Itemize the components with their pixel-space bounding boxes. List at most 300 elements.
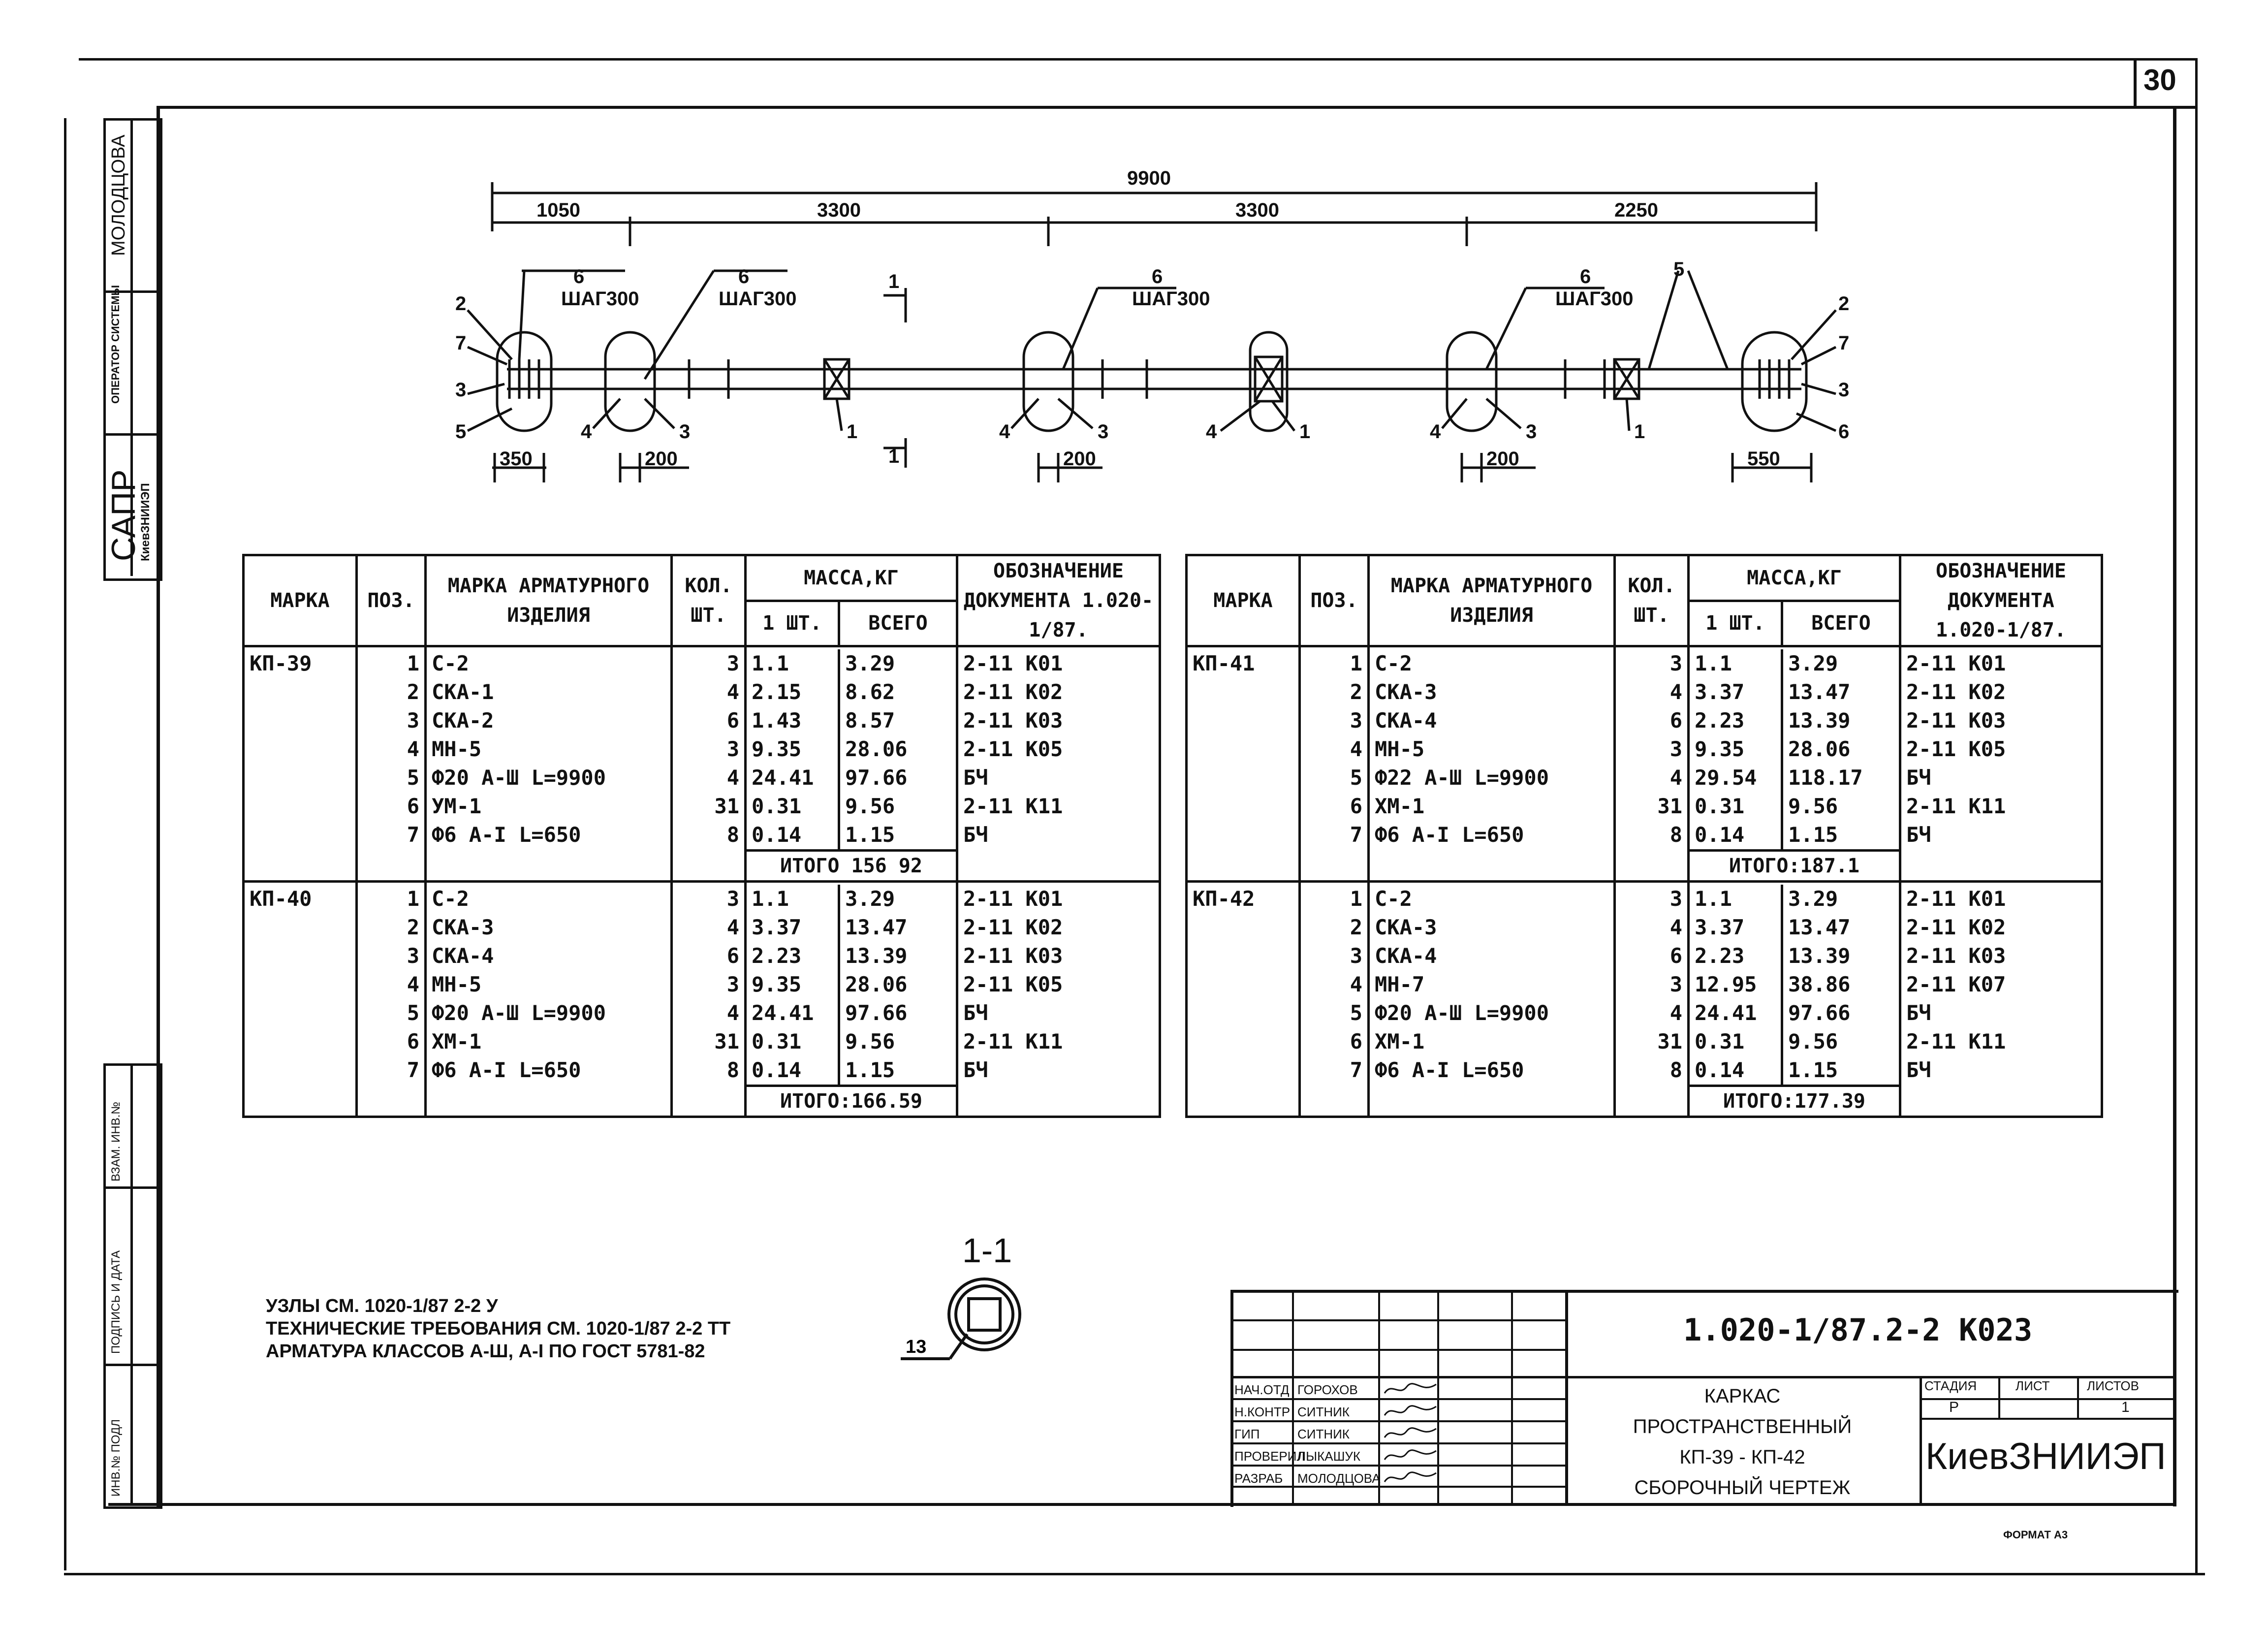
h-marka: МАРКА bbox=[1187, 555, 1300, 646]
cell-kol: 6 bbox=[1670, 708, 1682, 733]
cell-one: 29.54 bbox=[1695, 766, 1757, 790]
col-item bbox=[426, 646, 672, 882]
node-left bbox=[497, 332, 551, 431]
cell-one: 2.23 bbox=[752, 944, 802, 968]
doc-code: 1.020-1/87.2-2 К023 bbox=[1683, 1312, 2033, 1348]
spec-group-row bbox=[244, 646, 1160, 882]
cell-total: 3.29 bbox=[845, 651, 895, 675]
cell-item: ХМ-1 bbox=[1375, 794, 1425, 818]
cell-kol: 4 bbox=[726, 680, 739, 704]
cell-doc: БЧ bbox=[963, 823, 988, 847]
dim-span-4: 2250 bbox=[1614, 199, 1658, 221]
doc-title bbox=[1570, 1381, 1915, 1503]
sheet-number: 30 bbox=[2143, 64, 2176, 96]
title-line-1: КАРКАС bbox=[1704, 1385, 1781, 1407]
section-label: 1-1 bbox=[962, 1231, 1012, 1270]
cell-item: МН-5 bbox=[1375, 737, 1425, 761]
cell-one: 0.31 bbox=[752, 794, 802, 818]
dim-span-2: 3300 bbox=[817, 199, 861, 221]
cell-kol: 3 bbox=[1670, 737, 1682, 761]
h-kol: КОЛ. ШТ. bbox=[672, 555, 746, 646]
signer-name: ГОРОХОВ bbox=[1297, 1382, 1358, 1397]
cell-item: МН-5 bbox=[432, 737, 482, 761]
h-massa: МАССА,КГ bbox=[1689, 555, 1900, 601]
col-one bbox=[1689, 882, 1900, 1117]
col-kol bbox=[672, 882, 746, 1117]
cell-kol: 3 bbox=[726, 972, 739, 996]
svg-text:4: 4 bbox=[1206, 421, 1217, 443]
svg-text:3: 3 bbox=[455, 379, 467, 401]
section-cut-top: 1 bbox=[888, 271, 900, 292]
cell-doc: 2-11 К03 bbox=[1906, 708, 2006, 733]
cell-total: 9.56 bbox=[845, 794, 895, 818]
marka-label: КП-42 bbox=[1193, 887, 1255, 911]
cell-kol: 4 bbox=[726, 915, 739, 939]
cell-total: 28.06 bbox=[1788, 737, 1851, 761]
cell-item: Ф20 А-Ш L=9900 bbox=[432, 1001, 606, 1025]
cell-kol: 3 bbox=[726, 737, 739, 761]
group-marka bbox=[244, 646, 357, 882]
cell-kol: 8 bbox=[726, 1058, 739, 1082]
cell-doc: 2-11 К02 bbox=[1906, 680, 2006, 704]
svg-text:5: 5 bbox=[1673, 258, 1685, 280]
side-molodtsova: МОЛОДЦОВА bbox=[108, 134, 129, 256]
step-4: ШАГ300 bbox=[1555, 288, 1634, 310]
cell-kol: 31 bbox=[714, 1029, 739, 1054]
cell-doc: 2-11 К05 bbox=[963, 972, 1063, 996]
cell-doc: БЧ bbox=[1906, 766, 1931, 790]
signer-role: Н.КОНТР bbox=[1234, 1405, 1291, 1419]
cell-kol: 8 bbox=[1670, 1058, 1682, 1082]
cell-item: С-2 bbox=[432, 651, 469, 675]
cell-doc: 2-11 К02 bbox=[963, 915, 1063, 939]
signer-name: МОЛОДЦОВА bbox=[1297, 1471, 1381, 1486]
svg-text:6: 6 bbox=[1152, 266, 1163, 287]
col-poz bbox=[357, 646, 426, 882]
spec-table-left bbox=[242, 554, 1161, 1118]
sheet-label: ЛИСТ bbox=[2016, 1378, 2050, 1393]
cell-kol: 31 bbox=[1657, 1029, 1682, 1054]
cell-doc: 2-11 К05 bbox=[1906, 737, 2006, 761]
outer-right-border bbox=[2195, 58, 2198, 1574]
cell-kol: 6 bbox=[1670, 944, 1682, 968]
spec-group-row bbox=[1187, 646, 2102, 882]
cell-total: 118.17 bbox=[1788, 766, 1863, 790]
notes bbox=[266, 1295, 730, 1363]
cell-kol: 4 bbox=[726, 766, 739, 790]
cell-item: С-2 bbox=[1375, 651, 1412, 675]
marka-label: КП-39 bbox=[250, 651, 312, 675]
cell-poz: 4 bbox=[407, 737, 419, 761]
col-one bbox=[746, 646, 957, 882]
side-vzam: ВЗАМ. ИНВ.№ bbox=[109, 1101, 123, 1182]
signer-role: ГИП bbox=[1234, 1427, 1260, 1441]
spec-table-right bbox=[1185, 554, 2103, 1118]
cell-item: СКА-4 bbox=[432, 944, 494, 968]
svg-text:7: 7 bbox=[1838, 332, 1850, 354]
cell-kol: 6 bbox=[726, 944, 739, 968]
dim-overall: 9900 bbox=[1127, 167, 1171, 189]
signature-mark bbox=[1382, 1446, 1441, 1466]
cell-one: 2.15 bbox=[752, 680, 802, 704]
cell-item: СКА-3 bbox=[1375, 915, 1437, 939]
cell-doc: 2-11 К01 bbox=[963, 887, 1063, 911]
section-callout: 13 bbox=[906, 1337, 927, 1357]
cell-kol: 8 bbox=[1670, 823, 1682, 847]
col-poz bbox=[1300, 882, 1369, 1117]
cell-item: СКА-2 bbox=[432, 708, 494, 733]
svg-text:7: 7 bbox=[455, 332, 467, 354]
cell-doc: 2-11 К01 bbox=[1906, 887, 2006, 911]
note-1: УЗЛЫ СМ. 1020-1/87 2-2 У bbox=[266, 1296, 498, 1316]
cell-one: 1.1 bbox=[1695, 651, 1732, 675]
cell-kol: 8 bbox=[726, 823, 739, 847]
cell-doc: БЧ bbox=[1906, 1058, 1931, 1082]
h-total: ВСЕГО bbox=[1782, 601, 1900, 646]
cell-poz: 2 bbox=[1350, 915, 1362, 939]
inner-top-border bbox=[158, 106, 2195, 109]
signature-mark bbox=[1382, 1379, 1441, 1399]
cell-kol: 3 bbox=[1670, 651, 1682, 675]
left-body bbox=[244, 646, 1160, 1117]
cell-total: 13.39 bbox=[1788, 708, 1851, 733]
side-inv-podl: ИНВ.№ ПОДЛ bbox=[109, 1419, 123, 1497]
node-right bbox=[1742, 332, 1806, 431]
cell-doc: 2-11 К03 bbox=[963, 944, 1063, 968]
cell-poz: 6 bbox=[1350, 1029, 1362, 1054]
cell-doc: 2-11 К11 bbox=[1906, 794, 2006, 818]
col-one bbox=[1689, 646, 1900, 882]
cell-doc: 2-11 К07 bbox=[1906, 972, 2006, 996]
cell-one: 24.41 bbox=[1695, 1001, 1757, 1025]
dim-span-1: 1050 bbox=[536, 199, 580, 221]
cell-total: 28.06 bbox=[845, 737, 908, 761]
org-name: КиевЗНИИЭП bbox=[1925, 1436, 2166, 1477]
cell-poz: 3 bbox=[1350, 944, 1362, 968]
itogo: ИТОГО:177.39 bbox=[1690, 1085, 1899, 1116]
title-line-2: ПРОСТРАНСТВЕННЫЙ bbox=[1633, 1416, 1852, 1437]
title-line-3: КП-39 - КП-42 bbox=[1679, 1446, 1805, 1468]
signer-role: ПРОВЕРИЛ bbox=[1234, 1449, 1305, 1464]
col-kol bbox=[1615, 882, 1689, 1117]
cell-item: Ф6 А-I L=650 bbox=[1375, 1058, 1524, 1082]
cell-doc: 2-11 К03 bbox=[963, 708, 1063, 733]
cell-total: 13.39 bbox=[1788, 944, 1851, 968]
cell-poz: 6 bbox=[407, 794, 419, 818]
cell-item: СКА-4 bbox=[1375, 708, 1437, 733]
svg-text:4: 4 bbox=[581, 421, 592, 443]
col-doc bbox=[1900, 646, 2102, 882]
bottom-dim-4: 200 bbox=[1486, 448, 1519, 470]
cell-poz: 3 bbox=[407, 708, 419, 733]
cell-kol: 4 bbox=[1670, 766, 1682, 790]
cell-one: 2.23 bbox=[1695, 944, 1745, 968]
svg-text:6: 6 bbox=[1580, 266, 1591, 287]
col-doc bbox=[957, 646, 1160, 882]
cell-total: 13.47 bbox=[845, 915, 908, 939]
cell-total: 1.15 bbox=[845, 823, 895, 847]
bottom-dim-3: 200 bbox=[1063, 448, 1096, 470]
group-marka bbox=[1187, 646, 1300, 882]
cell-item: Ф6 А-I L=650 bbox=[432, 823, 581, 847]
col-kol bbox=[672, 646, 746, 882]
col-item bbox=[1369, 646, 1615, 882]
cell-poz: 7 bbox=[407, 1058, 419, 1082]
cell-doc: БЧ bbox=[1906, 1001, 1931, 1025]
itogo: ИТОГО:187.1 bbox=[1690, 849, 1899, 880]
cell-poz: 5 bbox=[1350, 766, 1362, 790]
cell-total: 97.66 bbox=[845, 1001, 908, 1025]
cell-total: 38.86 bbox=[1788, 972, 1851, 996]
cell-kol: 4 bbox=[726, 1001, 739, 1025]
sheets-value: 1 bbox=[2121, 1399, 2130, 1415]
cell-one: 1.43 bbox=[752, 708, 802, 733]
cell-one: 24.41 bbox=[752, 766, 814, 790]
cell-poz: 4 bbox=[1350, 972, 1362, 996]
cell-one: 9.35 bbox=[752, 972, 802, 996]
svg-text:4: 4 bbox=[999, 421, 1010, 443]
cell-poz: 2 bbox=[1350, 680, 1362, 704]
spec-group-row bbox=[244, 882, 1160, 1117]
cell-doc: 2-11 К05 bbox=[963, 737, 1063, 761]
cell-doc: БЧ bbox=[1906, 823, 1931, 847]
cell-item: ХМ-1 bbox=[1375, 1029, 1425, 1054]
cell-total: 97.66 bbox=[845, 766, 908, 790]
svg-text:3: 3 bbox=[679, 421, 691, 443]
cell-poz: 6 bbox=[1350, 794, 1362, 818]
cell-doc: 2-11 К03 bbox=[1906, 944, 2006, 968]
svg-text:3: 3 bbox=[1838, 379, 1850, 401]
svg-text:6: 6 bbox=[573, 266, 585, 287]
cell-item: Ф6 А-I L=650 bbox=[1375, 823, 1524, 847]
cell-one: 0.31 bbox=[752, 1029, 802, 1054]
cell-kol: 4 bbox=[1670, 915, 1682, 939]
outer-bottom-border bbox=[64, 1573, 2205, 1575]
cell-doc: 2-11 К11 bbox=[963, 794, 1063, 818]
itogo: ИТОГО 156 92 bbox=[747, 849, 956, 880]
section-cut-bottom: 1 bbox=[888, 446, 900, 467]
h-kol: КОЛ. ШТ. bbox=[1615, 555, 1689, 646]
side-stamp-b-vdiv bbox=[130, 1063, 133, 1504]
assembly-drawing bbox=[413, 162, 1870, 497]
title-line-4: СБОРОЧНЫЙ ЧЕРТЕЖ bbox=[1634, 1477, 1851, 1499]
bottom-dim-1: 350 bbox=[500, 448, 533, 470]
cell-poz: 7 bbox=[1350, 823, 1362, 847]
col-item bbox=[1369, 882, 1615, 1117]
cell-one: 0.14 bbox=[1695, 823, 1745, 847]
node-1 bbox=[605, 332, 655, 431]
cell-total: 1.15 bbox=[1788, 823, 1838, 847]
h-one: 1 ШТ. bbox=[1689, 601, 1782, 646]
format-label: ФОРМАТ А3 bbox=[2003, 1529, 2068, 1541]
outer-left-border bbox=[64, 118, 66, 1570]
dim-span-3: 3300 bbox=[1235, 199, 1279, 221]
side-sapr: САПР bbox=[105, 469, 142, 561]
cell-one: 0.31 bbox=[1695, 1029, 1745, 1054]
signer-name: ЛЫКАШУК bbox=[1297, 1449, 1361, 1464]
cell-one: 3.37 bbox=[1695, 680, 1745, 704]
cell-kol: 3 bbox=[1670, 972, 1682, 996]
signature-mark bbox=[1382, 1424, 1441, 1443]
cell-one: 9.35 bbox=[752, 737, 802, 761]
marka-label: КП-41 bbox=[1193, 651, 1255, 675]
signer-name: СИТНИК bbox=[1297, 1427, 1350, 1441]
itogo: ИТОГО:166.59 bbox=[747, 1085, 956, 1116]
cell-kol: 4 bbox=[1670, 1001, 1682, 1025]
bottom-dim-5: 550 bbox=[1747, 448, 1780, 470]
cell-total: 28.06 bbox=[845, 972, 908, 996]
h-marka-izd: МАРКА АРМАТУРНОГО ИЗДЕЛИЯ bbox=[1369, 555, 1615, 646]
side-stamp-b-div2 bbox=[103, 1364, 160, 1366]
cell-poz: 5 bbox=[407, 766, 419, 790]
cell-poz: 3 bbox=[407, 944, 419, 968]
col-poz bbox=[357, 882, 426, 1117]
svg-text:2: 2 bbox=[455, 293, 467, 315]
spec-group-row bbox=[1187, 882, 2102, 1117]
cell-item: СКА-4 bbox=[1375, 944, 1437, 968]
group-marka bbox=[244, 882, 357, 1117]
cell-poz: 7 bbox=[407, 823, 419, 847]
cell-item: УМ-1 bbox=[432, 794, 482, 818]
svg-text:3: 3 bbox=[1526, 421, 1537, 443]
cell-one: 0.31 bbox=[1695, 794, 1745, 818]
col-kol bbox=[1615, 646, 1689, 882]
cell-total: 9.56 bbox=[1788, 794, 1838, 818]
side-kiev: КиевЗНИИЭП bbox=[139, 483, 152, 561]
svg-text:2: 2 bbox=[1838, 293, 1850, 315]
marka-label: КП-40 bbox=[250, 887, 312, 911]
h-poz: ПОЗ. bbox=[1300, 555, 1369, 646]
cell-poz: 6 bbox=[407, 1029, 419, 1054]
cell-kol: 6 bbox=[726, 708, 739, 733]
group-marka bbox=[1187, 882, 1300, 1117]
h-poz: ПОЗ. bbox=[357, 555, 426, 646]
signature-mark bbox=[1382, 1468, 1441, 1488]
bottom-dim-2: 200 bbox=[645, 448, 678, 470]
cell-doc: 2-11 К01 bbox=[963, 651, 1063, 675]
cell-poz: 1 bbox=[407, 651, 419, 675]
svg-text:1: 1 bbox=[1634, 421, 1645, 443]
cell-item: Ф22 А-Ш L=9900 bbox=[1375, 766, 1549, 790]
cell-doc: 2-11 К11 bbox=[1906, 1029, 2006, 1054]
cell-kol: 3 bbox=[726, 651, 739, 675]
right-body bbox=[1187, 646, 2102, 1117]
cell-total: 13.47 bbox=[1788, 915, 1851, 939]
cell-kol: 31 bbox=[1657, 794, 1682, 818]
cell-kol: 3 bbox=[726, 887, 739, 911]
cell-total: 3.29 bbox=[1788, 651, 1838, 675]
section-1-1 bbox=[881, 1275, 1039, 1383]
cell-item: С-2 bbox=[1375, 887, 1412, 911]
cell-doc: 2-11 К01 bbox=[1906, 651, 2006, 675]
col-one bbox=[746, 882, 957, 1117]
cell-total: 3.29 bbox=[845, 887, 895, 911]
side-stamp-b-div1 bbox=[103, 1186, 160, 1189]
cell-item: С-2 bbox=[432, 887, 469, 911]
cell-doc: 2-11 К02 bbox=[1906, 915, 2006, 939]
signature-mark bbox=[1382, 1402, 1441, 1421]
svg-text:6: 6 bbox=[1838, 421, 1850, 443]
note-3: АРМАТУРА КЛАССОВ А-Ш, А-I ПО ГОСТ 5781-82 bbox=[266, 1341, 705, 1362]
cell-one: 2.23 bbox=[1695, 708, 1745, 733]
cell-item: Ф20 А-Ш L=9900 bbox=[1375, 1001, 1549, 1025]
signer-role: РАЗРАБ bbox=[1234, 1471, 1283, 1486]
cell-one: 3.37 bbox=[1695, 915, 1745, 939]
cell-poz: 4 bbox=[1350, 737, 1362, 761]
cell-item: СКА-3 bbox=[432, 915, 494, 939]
svg-text:6: 6 bbox=[738, 266, 750, 287]
cell-one: 12.95 bbox=[1695, 972, 1757, 996]
cell-one: 1.1 bbox=[752, 651, 789, 675]
h-massa: МАССА,КГ bbox=[746, 555, 957, 601]
cell-item: СКА-1 bbox=[432, 680, 494, 704]
cell-doc: БЧ bbox=[963, 1001, 988, 1025]
cell-total: 8.57 bbox=[845, 708, 895, 733]
sheets-label: ЛИСТОВ bbox=[2087, 1378, 2139, 1393]
h-marka-izd: МАРКА АРМАТУРНОГО ИЗДЕЛИЯ bbox=[426, 555, 672, 646]
signer-role: НАЧ.ОТД bbox=[1234, 1382, 1290, 1397]
cell-poz: 2 bbox=[407, 915, 419, 939]
cell-doc: БЧ bbox=[963, 766, 988, 790]
cell-poz: 2 bbox=[407, 680, 419, 704]
cell-poz: 5 bbox=[407, 1001, 419, 1025]
cell-item: Ф6 А-I L=650 bbox=[432, 1058, 581, 1082]
cell-poz: 1 bbox=[1350, 887, 1362, 911]
cell-item: ХМ-1 bbox=[432, 1029, 482, 1054]
h-total: ВСЕГО bbox=[839, 601, 957, 646]
stage-label: СТАДИЯ bbox=[1924, 1378, 1977, 1393]
side-podpis: ПОДПИСЬ И ДАТА bbox=[109, 1250, 123, 1354]
svg-text:3: 3 bbox=[1098, 421, 1109, 443]
cell-item: МН-5 bbox=[432, 972, 482, 996]
cell-poz: 7 bbox=[1350, 1058, 1362, 1082]
h-marka: МАРКА bbox=[244, 555, 357, 646]
col-item bbox=[426, 882, 672, 1117]
svg-text:4: 4 bbox=[1430, 421, 1441, 443]
svg-text:5: 5 bbox=[455, 421, 467, 443]
cell-poz: 5 bbox=[1350, 1001, 1362, 1025]
cell-item: СКА-3 bbox=[1375, 680, 1437, 704]
cell-item: Ф20 А-Ш L=9900 bbox=[432, 766, 606, 790]
cell-total: 13.47 bbox=[1788, 680, 1851, 704]
node-4 bbox=[1447, 332, 1496, 431]
cell-doc: 2-11 К11 bbox=[963, 1029, 1063, 1054]
cell-one: 0.14 bbox=[752, 1058, 802, 1082]
cell-one: 24.41 bbox=[752, 1001, 814, 1025]
cell-poz: 1 bbox=[1350, 651, 1362, 675]
cell-doc: 2-11 К02 bbox=[963, 680, 1063, 704]
step-2: ШАГ300 bbox=[719, 288, 797, 310]
cell-total: 9.56 bbox=[845, 1029, 895, 1054]
top-border bbox=[79, 58, 2195, 61]
cell-one: 1.1 bbox=[752, 887, 789, 911]
cell-total: 3.29 bbox=[1788, 887, 1838, 911]
cell-total: 13.39 bbox=[845, 944, 908, 968]
cell-one: 3.37 bbox=[752, 915, 802, 939]
cell-one: 0.14 bbox=[752, 823, 802, 847]
svg-text:1: 1 bbox=[847, 421, 858, 443]
h-oboznach: ОБОЗНАЧЕНИЕ ДОКУМЕНТА 1.020-1/87. bbox=[957, 555, 1160, 646]
cell-kol: 4 bbox=[1670, 680, 1682, 704]
cell-doc: БЧ bbox=[963, 1058, 988, 1082]
cell-total: 9.56 bbox=[1788, 1029, 1838, 1054]
stage-value: Р bbox=[1949, 1399, 1959, 1415]
cell-poz: 3 bbox=[1350, 708, 1362, 733]
col-doc bbox=[1900, 882, 2102, 1117]
step-1: ШАГ300 bbox=[561, 288, 639, 310]
side-operator: ОПЕРАТОР СИСТЕМЫ bbox=[109, 285, 122, 404]
cell-total: 1.15 bbox=[1788, 1058, 1838, 1082]
